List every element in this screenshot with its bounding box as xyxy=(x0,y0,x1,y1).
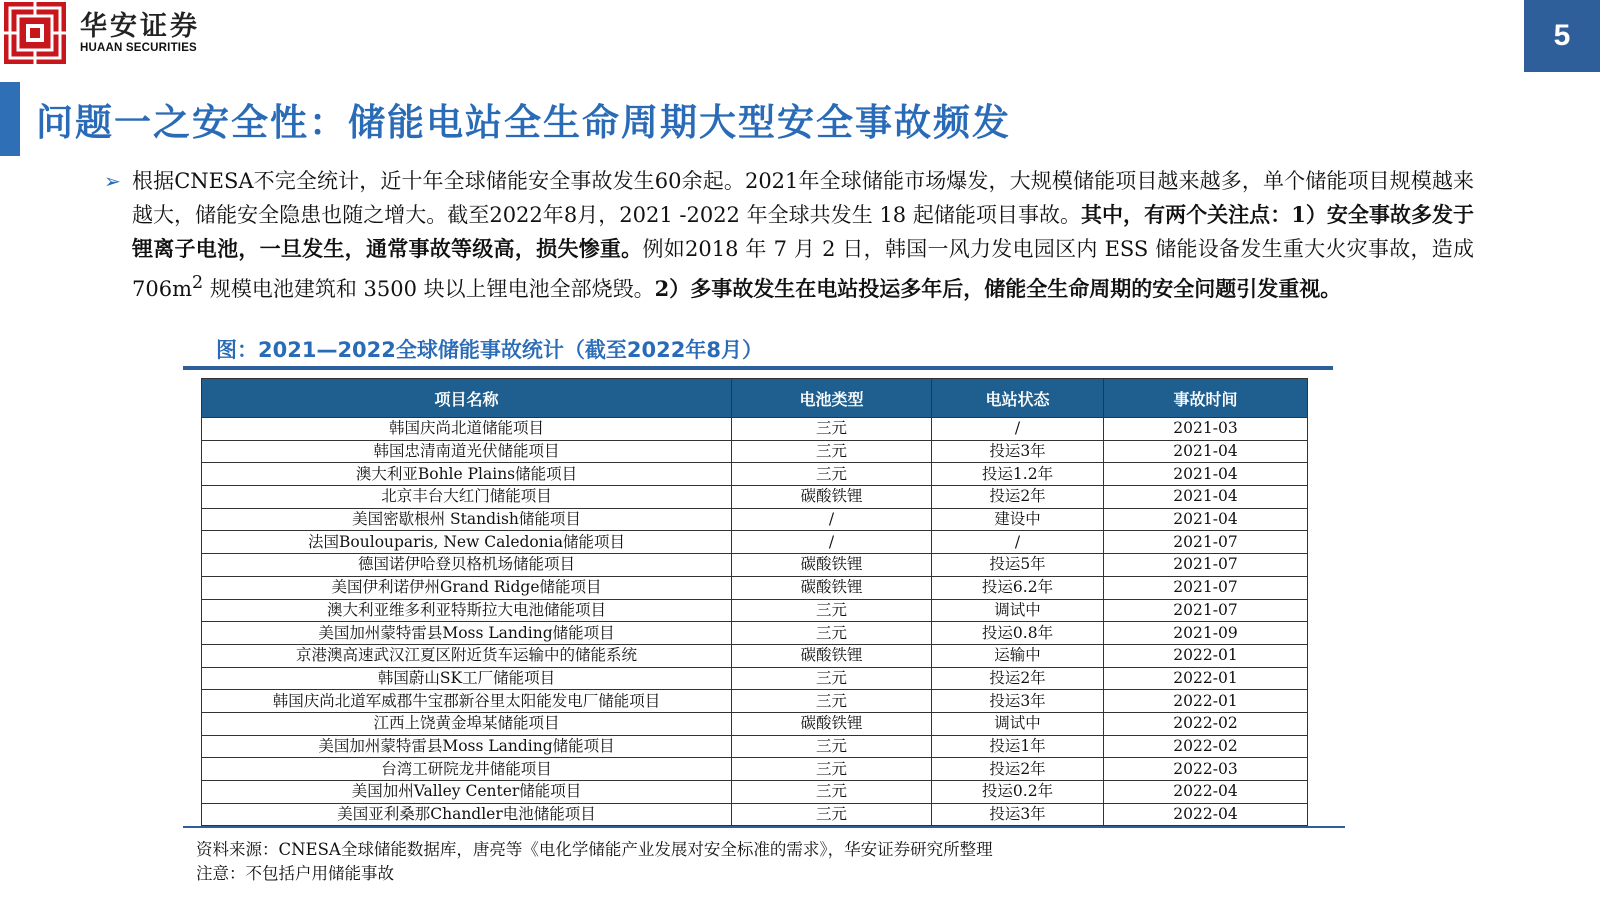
cell-status: 投运1年 xyxy=(932,735,1104,758)
caption-divider xyxy=(183,366,1333,370)
cell-time: 2021-07 xyxy=(1104,599,1308,622)
cell-time: 2021-07 xyxy=(1104,554,1308,577)
cell-battery: 三元 xyxy=(732,463,932,486)
cell-time: 2021-07 xyxy=(1104,531,1308,554)
cell-project: 韩国忠清南道光伏储能项目 xyxy=(202,440,732,463)
table-row xyxy=(202,531,1308,554)
cell-project: 韩国庆尚北道军威郡牛宝郡新谷里太阳能发电厂储能项目 xyxy=(202,690,732,713)
cell-time: 2021-09 xyxy=(1104,622,1308,645)
cell-project: 美国加州蒙特雷县Moss Landing储能项目 xyxy=(202,735,732,758)
paragraph-text xyxy=(132,164,1474,306)
cell-battery: 三元 xyxy=(732,735,932,758)
cell-time: 2022-01 xyxy=(1104,644,1308,667)
cell-status: 投运2年 xyxy=(932,486,1104,509)
cell-project: 法国Boulouparis, New Caledonia储能项目 xyxy=(202,531,732,554)
header-station-status: 电站状态 xyxy=(932,379,1104,418)
table-row xyxy=(202,463,1308,486)
cell-battery: 碳酸铁锂 xyxy=(732,644,932,667)
bullet-arrow-icon: ➢ xyxy=(104,169,121,193)
cell-battery: 碳酸铁锂 xyxy=(732,712,932,735)
header-battery-type: 电池类型 xyxy=(732,379,932,418)
source-notes xyxy=(196,838,993,886)
cell-status: 调试中 xyxy=(932,712,1104,735)
para-bold1: 其中，有两个关注点：1）安全事故多发于锂离子电池，一旦发生，通常事故等级高，损失惨重。 xyxy=(132,202,1474,261)
cell-status: 投运3年 xyxy=(932,803,1104,826)
table-row xyxy=(202,735,1308,758)
table-row xyxy=(202,508,1308,531)
table-row xyxy=(202,554,1308,577)
cell-status: 投运5年 xyxy=(932,554,1104,577)
cell-time: 2022-02 xyxy=(1104,712,1308,735)
cell-time: 2022-04 xyxy=(1104,803,1308,826)
para-bold2: 2）多事故发生在电站投运多年后，储能全生命周期的安全问题引发重视。 xyxy=(654,276,1342,301)
header-project-name: 项目名称 xyxy=(202,379,732,418)
cell-status: 投运3年 xyxy=(932,440,1104,463)
cell-battery: 三元 xyxy=(732,690,932,713)
table-row xyxy=(202,690,1308,713)
note-text: 注意：不包括户用储能事故 xyxy=(196,864,394,883)
company-name-en: HUAAN SECURITIES xyxy=(80,42,197,54)
cell-battery: 三元 xyxy=(732,803,932,826)
source-text: 资料来源：CNESA全球储能数据库，唐亮等《电化学储能产业发展对安全标准的需求》，华安证券研究所整理 xyxy=(196,840,993,859)
cell-time: 2021-03 xyxy=(1104,418,1308,441)
accident-table xyxy=(201,378,1308,826)
table-row xyxy=(202,599,1308,622)
cell-time: 2021-07 xyxy=(1104,576,1308,599)
table-row xyxy=(202,622,1308,645)
cell-time: 2022-03 xyxy=(1104,758,1308,781)
table-bottom-divider xyxy=(183,826,1345,828)
cell-project: 韩国蔚山SK工厂储能项目 xyxy=(202,667,732,690)
para-part2b: 规模电池建筑和 3500 块以上锂电池全部烧毁。 xyxy=(203,277,655,301)
body-paragraph xyxy=(104,164,1474,306)
para-part2a: 例如2018 年 7 月 2 日，韩国一风力发电园区内 ESS 储能设备发生重大火灾事故，造成 706m xyxy=(132,237,1475,301)
cell-project: 美国加州Valley Center储能项目 xyxy=(202,781,732,804)
table-row xyxy=(202,667,1308,690)
cell-battery: 三元 xyxy=(732,781,932,804)
cell-time: 2021-04 xyxy=(1104,440,1308,463)
table-row xyxy=(202,576,1308,599)
cell-time: 2021-04 xyxy=(1104,486,1308,509)
table-row xyxy=(202,758,1308,781)
cell-status: 投运0.8年 xyxy=(932,622,1104,645)
cell-battery: 三元 xyxy=(732,418,932,441)
table-row xyxy=(202,803,1308,826)
company-name-cn: 华安证券 xyxy=(80,11,200,42)
table-row xyxy=(202,418,1308,441)
table-row xyxy=(202,781,1308,804)
cell-project: 澳大利亚维多利亚特斯拉大电池储能项目 xyxy=(202,599,732,622)
cell-battery: 碳酸铁锂 xyxy=(732,554,932,577)
table-row xyxy=(202,644,1308,667)
cell-project: 京港澳高速武汉江夏区附近货车运输中的储能系统 xyxy=(202,644,732,667)
cell-status: 调试中 xyxy=(932,599,1104,622)
cell-battery: 三元 xyxy=(732,440,932,463)
table-caption: 图：2021—2022全球储能事故统计（截至2022年8月） xyxy=(216,338,763,362)
cell-project: 德国诺伊哈登贝格机场储能项目 xyxy=(202,554,732,577)
page-number: 5 xyxy=(1524,0,1600,72)
cell-status: 建设中 xyxy=(932,508,1104,531)
company-logo xyxy=(4,2,200,64)
cell-battery: 三元 xyxy=(732,599,932,622)
cell-time: 2021-04 xyxy=(1104,463,1308,486)
cell-project: 北京丰台大红门储能项目 xyxy=(202,486,732,509)
cell-status: 投运3年 xyxy=(932,690,1104,713)
cell-status: 运输中 xyxy=(932,644,1104,667)
cell-time: 2021-04 xyxy=(1104,508,1308,531)
cell-time: 2022-04 xyxy=(1104,781,1308,804)
cell-project: 美国密歇根州 Standish储能项目 xyxy=(202,508,732,531)
cell-project: 美国加州蒙特雷县Moss Landing储能项目 xyxy=(202,622,732,645)
table-row xyxy=(202,486,1308,509)
cell-project: 澳大利亚Bohle Plains储能项目 xyxy=(202,463,732,486)
cell-time: 2022-01 xyxy=(1104,690,1308,713)
cell-status: / xyxy=(932,531,1104,554)
table-header-row xyxy=(202,379,1308,418)
table-row xyxy=(202,440,1308,463)
huaan-logo-icon xyxy=(4,2,66,64)
para-part1: 根据CNESA不完全统计，近十年全球储能安全事故发生60余起。2021年全球储能市场爆发，大规模储能项目越来越多，单个储能项目规模越来越大，储能安全隐患也随之增大。截至2022年8月，2021 -2022 年全球共发生 18 起储能项目事故。 xyxy=(132,169,1474,227)
para-superscript: 2 xyxy=(192,273,204,293)
cell-battery: 碳酸铁锂 xyxy=(732,486,932,509)
cell-status: 投运6.2年 xyxy=(932,576,1104,599)
cell-battery: / xyxy=(732,508,932,531)
cell-battery: 三元 xyxy=(732,667,932,690)
header-accident-time: 事故时间 xyxy=(1104,379,1308,418)
cell-project: 韩国庆尚北道储能项目 xyxy=(202,418,732,441)
cell-status: 投运0.2年 xyxy=(932,781,1104,804)
cell-time: 2022-02 xyxy=(1104,735,1308,758)
cell-battery: 三元 xyxy=(732,758,932,781)
cell-project: 美国伊利诺伊州Grand Ridge储能项目 xyxy=(202,576,732,599)
cell-battery: / xyxy=(732,531,932,554)
page-title: 问题一之安全性：储能电站全生命周期大型安全事故频发 xyxy=(36,101,1011,144)
cell-project: 美国亚利桑那Chandler电池储能项目 xyxy=(202,803,732,826)
cell-project: 台湾工研院龙井储能项目 xyxy=(202,758,732,781)
cell-battery: 碳酸铁锂 xyxy=(732,576,932,599)
cell-status: 投运2年 xyxy=(932,758,1104,781)
cell-status: 投运2年 xyxy=(932,667,1104,690)
cell-project: 江西上饶黄金埠某储能项目 xyxy=(202,712,732,735)
cell-status: 投运1.2年 xyxy=(932,463,1104,486)
cell-status: / xyxy=(932,418,1104,441)
title-accent-bar xyxy=(0,82,20,156)
cell-time: 2022-01 xyxy=(1104,667,1308,690)
cell-battery: 三元 xyxy=(732,622,932,645)
table-row xyxy=(202,712,1308,735)
